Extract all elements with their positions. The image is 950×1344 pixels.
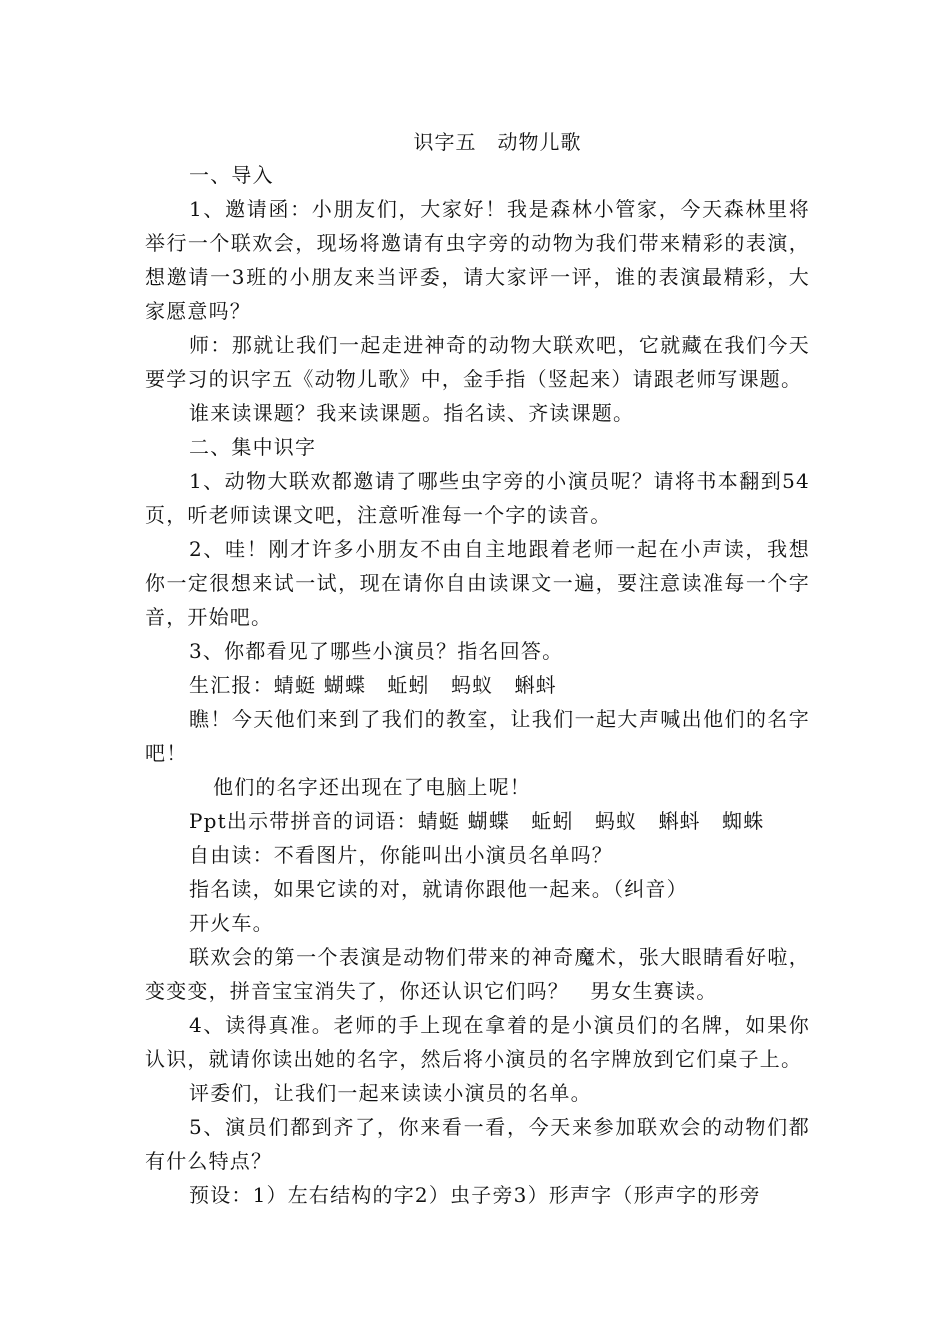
paragraph-named-read: 指名读，如果它读的对，就请你跟他一起来。（纠音） [189,877,688,901]
paragraph-teacher-intro: 师：那就让我们一起走进神奇的动物大联欢吧，它就藏在我们今天要学习的识字五《动物儿歌》中，金手指（竖起来）请跟老师写课题。 [145,333,810,391]
paragraph-step-3: 3、你都看见了哪些小演员？指名回答。 [189,639,564,663]
paragraph-step-5: 5、演员们都到齐了，你来看一看，今天来参加联欢会的动物们都有什么特点？ [145,1115,810,1173]
section-heading-intro: 一、导入 [189,163,274,187]
paragraph-student-report: 生汇报：蜻蜓 蝴蝶 蚯蚓 蚂蚁 蝌蚪 [189,673,557,697]
section-heading-literacy: 二、集中识字 [189,435,317,459]
paragraph-judges-read: 评委们，让我们一起来读读小演员的名单。 [189,1081,592,1105]
paragraph-on-screen: 他们的名字还出现在了电脑上呢！ [213,775,531,799]
paragraph-ppt-words: Ppt出示带拼音的词语：蜻蜓 蝴蝶 蚯蚓 蚂蚁 蝌蚪 蜘蛛 [189,809,765,833]
paragraph-preset: 预设：1）左右结构的字2）虫子旁3）形声字（形声字的形旁 [189,1183,761,1207]
page-title: 识字五 动物儿歌 [413,130,582,154]
paragraph-read-title: 谁来读课题？我来读课题。指名读、齐读课题。 [189,401,635,425]
paragraph-invitation: 1、邀请函：小朋友们，大家好！我是森林小管家，今天森林里将举行一个联欢会，现场将邀请有虫字旁的动物为我们带来精彩的表演，想邀请一3班的小朋友来当评委，请大家评一评，谁的表演最精彩，大家愿意吗？ [145,197,810,323]
paragraph-step-2: 2、哇！刚才许多小朋友不由自主地跟着老师一起在小声读，我想你一定很想来试一试，现在请你自由读课文一遍，要注意读准每一个字音，开始吧。 [145,537,810,629]
paragraph-step-4: 4、读得真准。老师的手上现在拿着的是小演员们的名牌，如果你认识，就请你读出她的名字，然后将小演员的名字牌放到它们桌子上。 [145,1013,810,1071]
paragraph-step-1: 1、动物大联欢都邀请了哪些虫字旁的小演员呢？请将书本翻到54页，听老师读课文吧，注意听准每一个字的读音。 [145,469,810,527]
paragraph-magic-show: 联欢会的第一个表演是动物们带来的神奇魔术，张大眼睛看好啦，变变变，拼音宝宝消失了，你还认识它们吗？ 男女生赛读。 [145,945,810,1003]
paragraph-train: 开火车。 [189,911,274,935]
paragraph-look: 瞧！今天他们来到了我们的教室，让我们一起大声喊出他们的名字吧！ [145,707,810,765]
paragraph-free-read: 自由读：不看图片，你能叫出小演员名单吗？ [189,843,613,867]
document-body [145,126,810,1212]
